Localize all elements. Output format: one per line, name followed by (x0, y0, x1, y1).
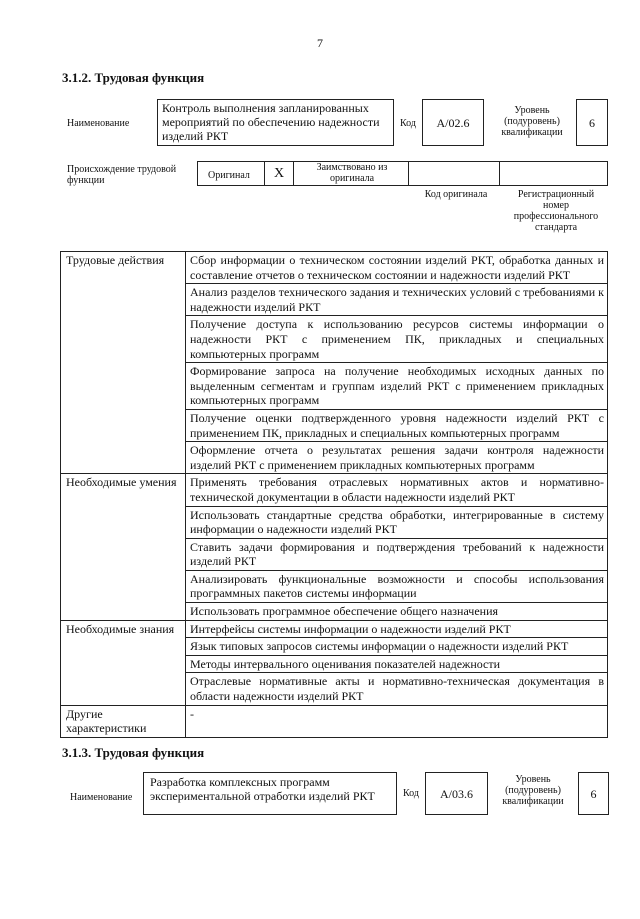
function-details-table (60, 251, 608, 738)
table-row (61, 252, 608, 284)
section-heading-2: 3.1.3. Трудовая функция (62, 745, 205, 760)
function-name-2-text: Разработка комплексных программ экспериментальной отработки изделий РКТ (150, 775, 375, 803)
table-cell: Методы интервального оценивания показателей надежности (186, 655, 608, 673)
table-cell: Получение оценки подтвержденного уровня надежности изделий РКТ с применением ПК, прикладных и специальных компьютерных программ (186, 409, 608, 441)
table-cell: - (186, 705, 608, 737)
row-label-skills: Необходимые умения (61, 474, 186, 620)
original-mark: X (264, 161, 294, 186)
table-cell: Использовать программное обеспечение общего назначения (186, 603, 608, 621)
name-label-2: Наименование (70, 792, 133, 803)
table-cell: Использовать стандартные средства обработки, интегрированные в систему информации о надежности изделий РКТ (186, 506, 608, 538)
table-cell: Оформление отчета о результатах решения задачи контроля надежности изделий РКТ с применением прикладных компьютерных программ (186, 442, 608, 474)
row-label-actions: Трудовые действия (61, 252, 186, 474)
table-cell: Язык типовых запросов системы информации о надежности изделий РКТ (186, 638, 608, 656)
code-value: А/02.6 (422, 99, 484, 146)
table-cell: Интерфейсы системы информации о надежности изделий РКТ (186, 620, 608, 638)
function-name (157, 99, 394, 146)
table-cell: Ставить задачи формирования и подтверждения требований к надежности изделий РКТ (186, 538, 608, 570)
code-original-cell (408, 161, 500, 186)
level-label-2: Уровень (подуровень) квалификации (502, 774, 564, 807)
level-value: 6 (576, 99, 608, 146)
code-original-label: Код оригинала (424, 189, 488, 200)
reg-number-label: Регистрационный номер профессионального стандарта (513, 189, 599, 233)
table-cell: Сбор информации о техническом состоянии изделий РКТ, обработка данных и составление отчетов о техническом состоянии и надежности изделий РКТ (186, 252, 608, 284)
name-label: Наименование (67, 118, 130, 129)
function-name-text: Контроль выполнения запланированных мероприятий по обеспечению надежности изделий РКТ (162, 101, 380, 143)
section-heading: 3.1.2. Трудовая функция (62, 70, 205, 85)
original-label: Оригинал (208, 170, 250, 181)
table-row (61, 620, 608, 638)
table-cell: Анализ разделов технического задания и технических условий с требованиями к надежности изделий РКТ (186, 284, 608, 316)
code-label: Код (400, 118, 416, 129)
table-row (61, 474, 608, 506)
origin-label: Происхождение трудовой функции (67, 164, 177, 186)
borrowed-label: Заимствовано из оригинала (316, 162, 388, 184)
row-label-other: Другие характеристики (61, 705, 186, 737)
table-cell: Получение доступа к использованию ресурсов системы информации о надежности РКТ с применением ПК, прикладных и специальных компьютерных программ (186, 316, 608, 363)
table-cell: Применять требования отраслевых нормативных актов и нормативно-технической документации в области надежности изделий РКТ (186, 474, 608, 506)
table-cell: Анализировать функциональные возможности и способы использования программных пакетов системы информации (186, 570, 608, 602)
level-value-2: 6 (578, 772, 609, 815)
table-cell: Отраслевые нормативные акты и нормативно-техническая документация в области надежности изделий РКТ (186, 673, 608, 705)
table-cell: Формирование запроса на получение необходимых исходных данных по выделенным сегментам и группам изделий РКТ с применением прикладных компьютерных программ (186, 363, 608, 410)
row-label-knowledge: Необходимые знания (61, 620, 186, 705)
function-name-2 (143, 772, 397, 815)
table-row (61, 705, 608, 737)
code-label-2: Код (403, 788, 419, 799)
page-number: 7 (317, 36, 323, 50)
code-value-2: А/03.6 (425, 772, 488, 815)
level-label: Уровень (подуровень) квалификации (501, 105, 563, 138)
